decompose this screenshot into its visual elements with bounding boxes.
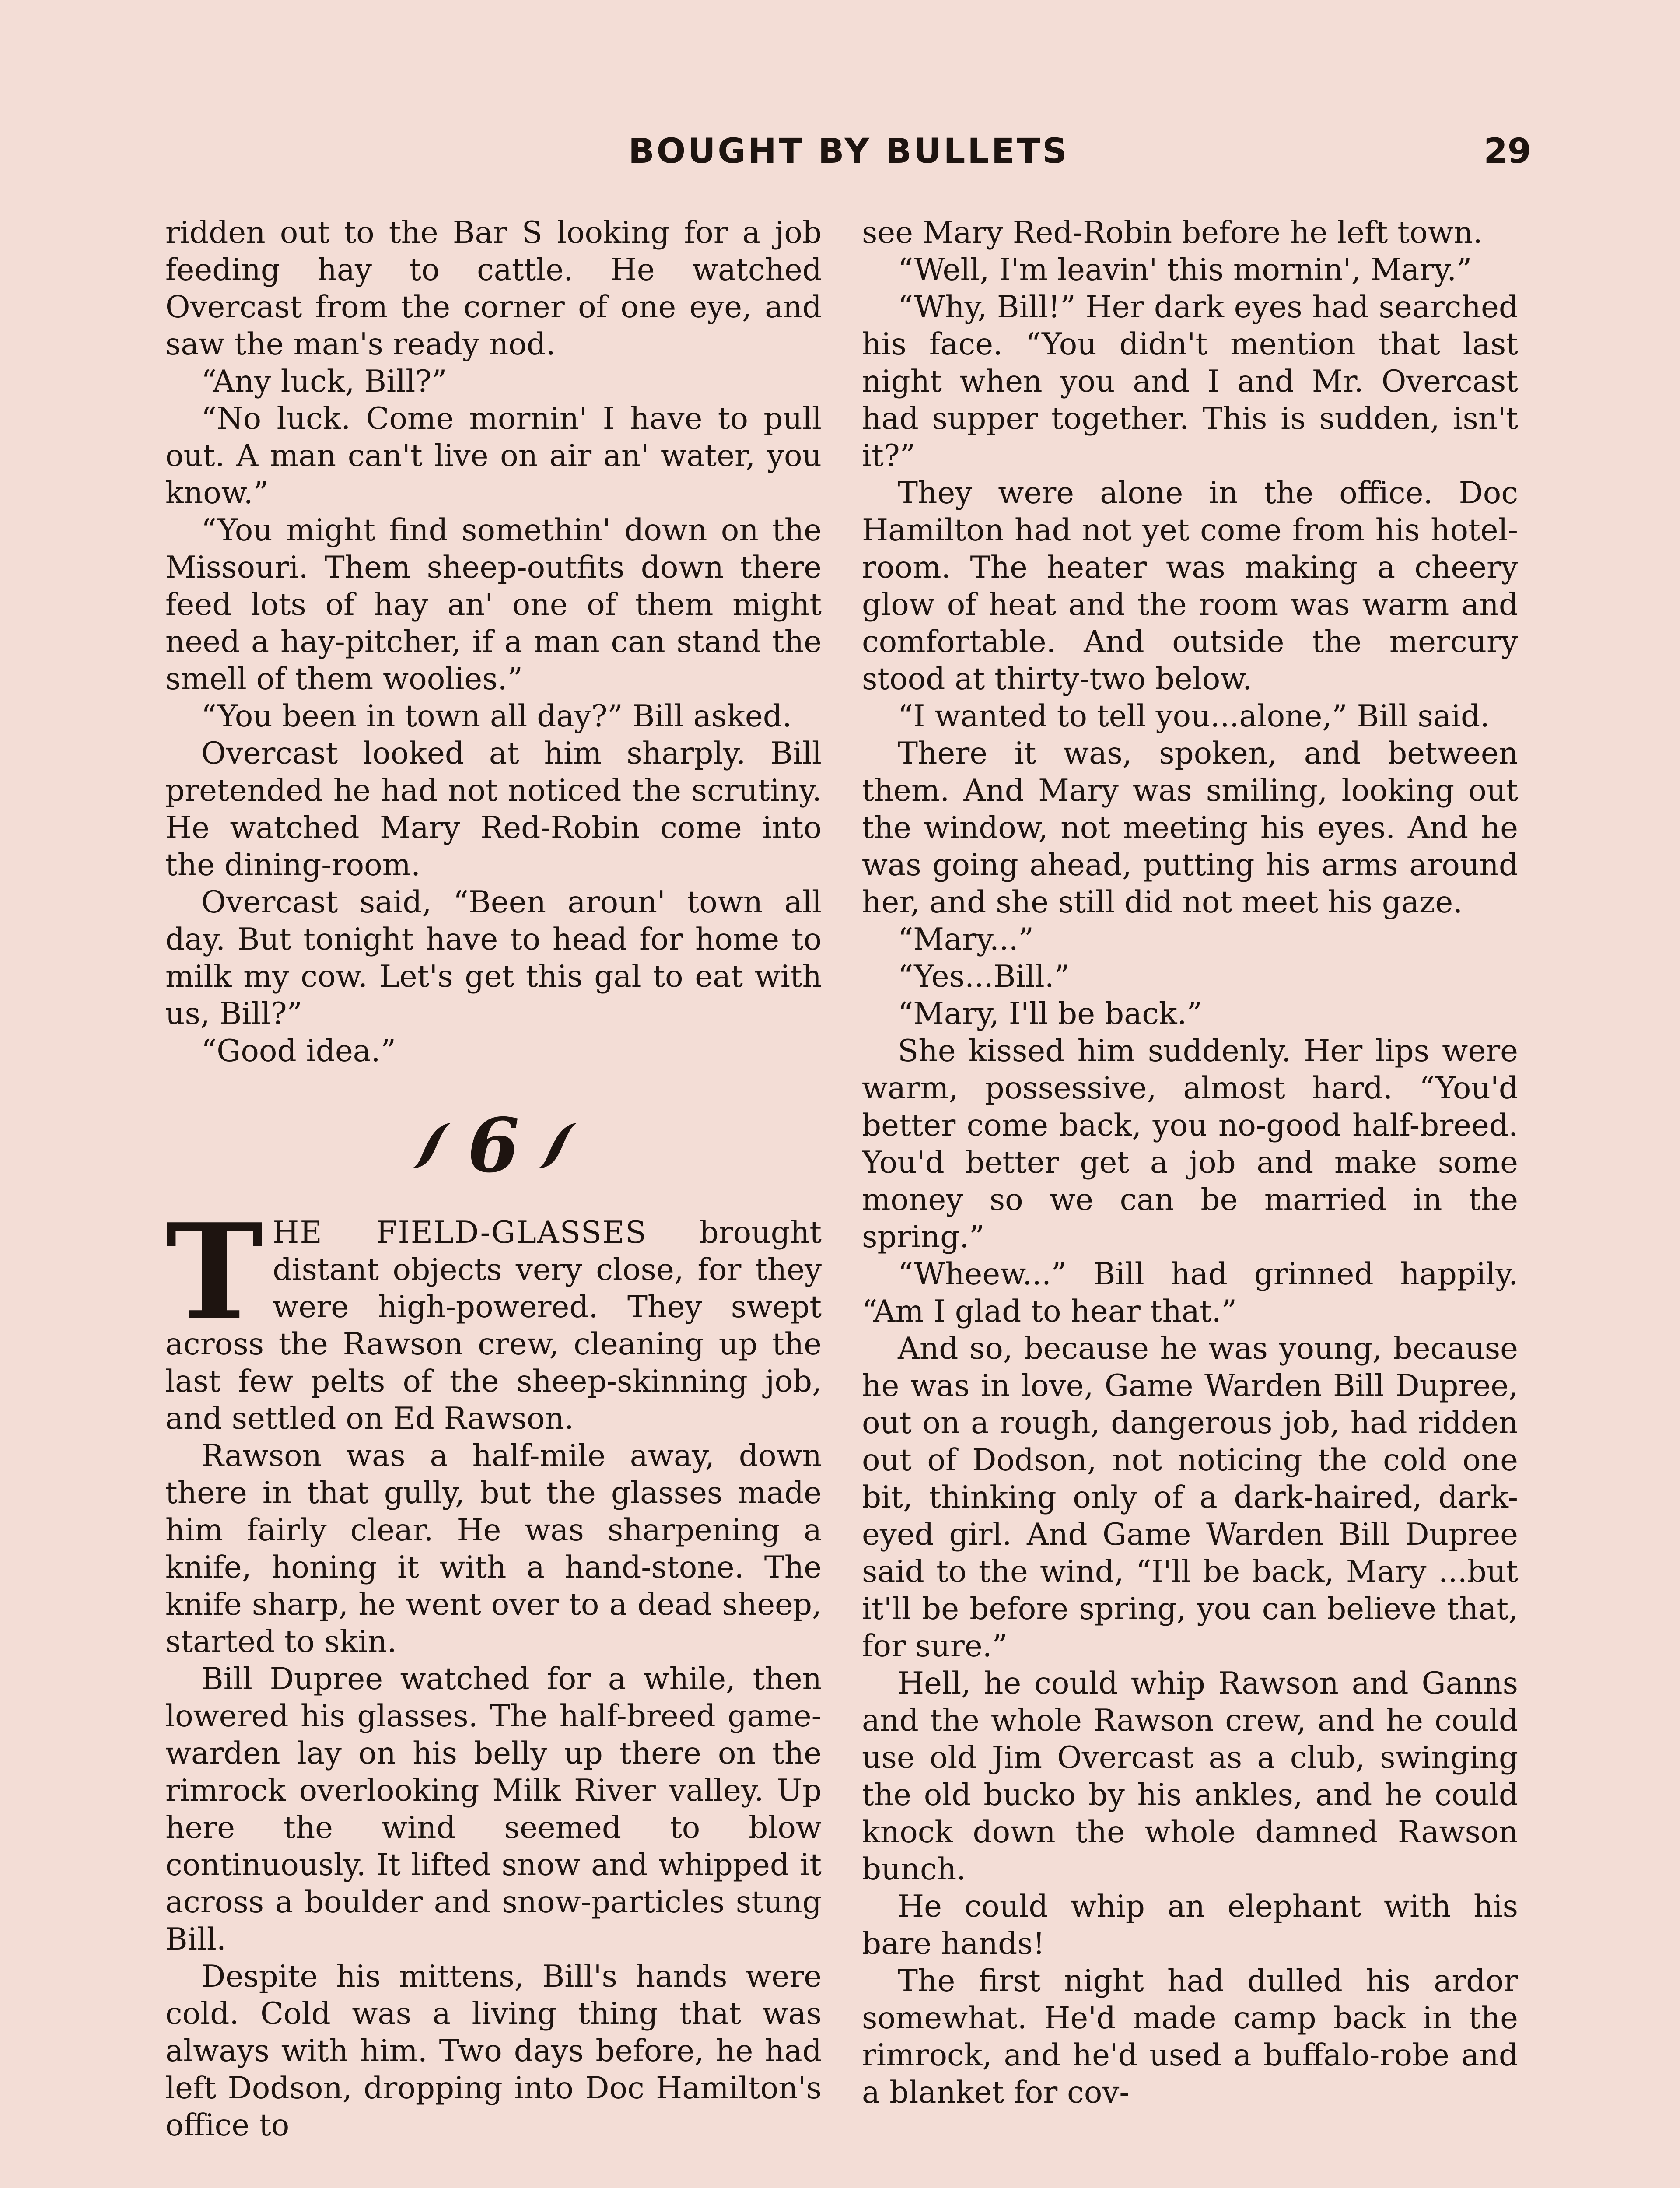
left-column bbox=[165, 214, 822, 2188]
paragraph: “Well, I'm leavin' this mornin', Mary.” bbox=[898, 252, 1472, 288]
paragraph: “Mary, I'll be back.” bbox=[898, 996, 1202, 1031]
paragraph: “Any luck, Bill?” bbox=[201, 364, 447, 399]
paragraph: There it was, spoken, and between them. And Mary was smiling, looking out the window, not meeting his eyes. And he was going ahead, putting his arms around her, and she still did not meet his gaze. bbox=[862, 736, 1518, 920]
running-title: BOUGHT BY BULLETS bbox=[628, 132, 1069, 171]
right-column bbox=[862, 214, 1518, 2188]
drop-cap: T bbox=[165, 1195, 263, 1349]
paragraph: Rawson was a half-mile away, down there in that gully, but the glasses made him fairly clear. He was sharpening a knife, honing it with a hand-stone. The knife sharp, he went over to a dead sheep, started to skin. bbox=[165, 1438, 822, 1659]
paragraph: “Mary...” bbox=[898, 922, 1034, 957]
lead-caps: HE FIELD-GLASSES bbox=[273, 1215, 647, 1250]
paragraph: She kissed him suddenly. Her lips were warm, possessive, almost hard. “You'd better come back, you no-good half-breed. You'd better get a job and make some money so we can be married in the spring.” bbox=[862, 1034, 1518, 1255]
paragraph: “Good idea.” bbox=[201, 1034, 396, 1069]
paragraph: They were alone in the office. Doc Hamilton had not yet come from his hotel-room. The heater was making a cheery glow of heat and the room was warm and comfortable. And outside the mercury stood at thirty-two below. bbox=[862, 476, 1518, 697]
paragraph: see Mary Red-Robin before he left town. bbox=[862, 215, 1483, 250]
paragraph: Overcast said, “Been aroun' town all day. But tonight have to head for home to milk my cow. Let's get this gal to eat with us, Bill?” bbox=[165, 885, 822, 1031]
paragraph: Overcast looked at him sharply. Bill pretended he had not noticed the scrutiny. He watched Mary Red-Robin come into the dining-room. bbox=[165, 736, 822, 883]
paragraph: “You might find somethin' down on the Missouri. Them sheep-outfits down there feed lots of hay an' one of them might need a hay-pitcher, if a man can stand the smell of them woolies.” bbox=[165, 513, 822, 697]
page-number: 29 bbox=[1484, 132, 1531, 171]
paragraph: “Wheew...” Bill had grinned happily. “Am I glad to hear that.” bbox=[862, 1257, 1518, 1329]
chapter-heading bbox=[165, 1082, 822, 1209]
paragraph: Bill Dupree watched for a while, then lowered his glasses. The half-breed game-warden lay on his belly up there on the rimrock overlooking Milk River valley. Up here the wind seemed to blow continuously. It lifted snow and whipped it across a boulder and snow-particles stung Bill. bbox=[165, 1662, 822, 1957]
paragraph: The first night had dulled his ardor somewhat. He'd made camp back in the rimrock, and he'd used a buffalo-robe and a blanket for cov- bbox=[862, 1964, 1518, 2110]
paragraph: “Yes...Bill.” bbox=[898, 959, 1070, 994]
right-flourish-icon bbox=[532, 1119, 581, 1172]
page-header bbox=[166, 130, 1531, 182]
paragraph: He could whip an elephant with his bare hands! bbox=[862, 1889, 1518, 1961]
chapter-opening-paragraph bbox=[165, 1195, 822, 1438]
paragraph: “You been in town all day?” Bill asked. bbox=[201, 699, 792, 734]
paragraph: “No luck. Come mornin' I have to pull out. A man can't live on air an' water, you know.” bbox=[165, 401, 822, 511]
left-flourish-icon bbox=[406, 1119, 455, 1172]
paragraph: “I wanted to tell you...alone,” Bill said. bbox=[898, 699, 1490, 734]
paragraph: Hell, he could whip Rawson and Ganns and the whole Rawson crew, and he could use old Jim Overcast as a club, swinging the old bucko by his ankles, and he could knock down the whole damned Rawson bunch. bbox=[862, 1666, 1518, 1887]
paragraph: “Why, Bill!” Her dark eyes had searched his face. “You didn't mention that last night when you and I and Mr. Overcast had supper together. This is sudden, isn't it?” bbox=[862, 290, 1518, 473]
paragraph: Despite his mittens, Bill's hands were cold. Cold was a living thing that was always with him. Two days before, he had left Dodson, dropping into Doc Hamilton's office to bbox=[165, 1959, 822, 2143]
opening-text: brought distant objects very close, for they were high-powered. They swept across the Rawson crew, cleaning up the last few pelts of the sheep-skinning job, and settled on Ed Rawson. bbox=[165, 1215, 822, 1436]
paragraph: And so, because he was young, because he was in love, Game Warden Bill Dupree, out on a rough, dangerous job, had ridden out of Dodson, not noticing the cold one bit, thinking only of a dark-haired, dark-eyed girl. And Game Warden Bill Dupree said to the wind, “I'll be back, Mary ...but it'll be before spring, you can believe that, for sure.” bbox=[862, 1331, 1518, 1664]
paragraph: ridden out to the Bar S looking for a job feeding hay to cattle. He watched Overcast from the corner of one eye, and saw the man's ready nod. bbox=[165, 215, 822, 362]
chapter-number: 6 bbox=[467, 1102, 520, 1189]
